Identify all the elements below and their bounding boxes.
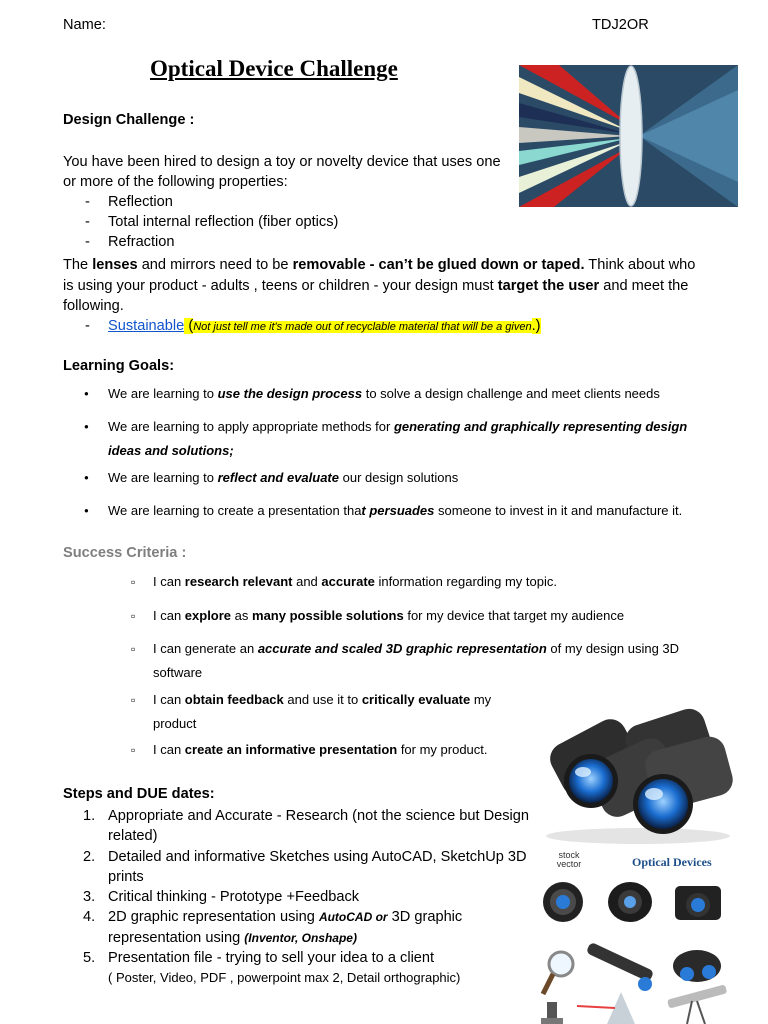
list-item: ● We are learning to use the design process to solve a design challenge and meet clients needs bbox=[63, 382, 718, 406]
list-item: ▫ I can obtain feedback and use it to critically evaluate my product bbox=[131, 688, 523, 736]
learning-goals-heading: Learning Goals: bbox=[63, 358, 175, 374]
lens-refraction-image bbox=[519, 65, 738, 207]
success-criteria-heading: Success Criteria : bbox=[63, 545, 187, 561]
list-item: ▫ I can create an informative presentation for my product. bbox=[131, 738, 553, 762]
list-item: 5. Presentation file - trying to sell your idea to a client ( Poster, Video, PDF , powerpoint max 2, Detail orthographic) bbox=[83, 950, 461, 986]
sustainable-list bbox=[63, 316, 541, 337]
properties-list bbox=[63, 192, 338, 252]
name-label: Name: bbox=[63, 17, 106, 33]
list-item: ● We are learning to reflect and evaluate our design solutions bbox=[63, 466, 718, 490]
list-item: 2. Detailed and informative Sketches using AutoCAD, SketchUp 3D prints bbox=[83, 848, 527, 885]
list-item: 1. Appropriate and Accurate - Research (not the science but Design related) bbox=[83, 808, 530, 845]
list-item: - Total internal reflection (fiber optics) bbox=[63, 212, 338, 232]
list-item: 4. 2D graphic representation using AutoCAD or 3D graphic representation using (Inventor, Onshape) bbox=[83, 909, 463, 946]
list-item: - Reflection bbox=[63, 192, 338, 212]
stock-vector-label: stock vector bbox=[556, 850, 582, 869]
class-code: TDJ2OR bbox=[592, 17, 649, 33]
list-item: - Refraction bbox=[63, 232, 338, 252]
optical-devices-title: Optical Devices bbox=[632, 855, 712, 869]
binoculars-image bbox=[533, 708, 743, 845]
list-item: ▫ I can explore as many possible solutions for my device that target my audience bbox=[131, 604, 713, 628]
design-intro: You have been hired to design a toy or novelty device that uses one or more of the following properties: bbox=[63, 154, 501, 190]
list-item: ● We are learning to create a presentation that persuades someone to invest in it and manufacture it. bbox=[63, 499, 718, 523]
steps-heading: Steps and DUE dates: bbox=[63, 786, 215, 802]
list-item: 3. Critical thinking - Prototype +Feedback bbox=[83, 889, 360, 906]
devices-illustration bbox=[537, 874, 733, 1024]
list-item: ▫ I can generate an accurate and scaled 3D graphic representation of my design using 3D software bbox=[131, 637, 723, 685]
requirements-paragraph: The lenses and mirrors need to be removable - can’t be glued down or taped. Think about who is using your product - adults , teens or children - your design must target the user and meet the following. bbox=[63, 257, 696, 314]
design-challenge-heading: Design Challenge : bbox=[63, 112, 195, 128]
optical-devices-image bbox=[537, 848, 733, 1024]
steps-list bbox=[63, 806, 533, 989]
list-item: ▫ I can research relevant and accurate information regarding my topic. bbox=[131, 570, 713, 594]
list-item: - Sustainable (Not just tell me it's made out of recyclable material that will be a given.) bbox=[63, 316, 541, 337]
page-title: Optical Device Challenge bbox=[150, 56, 398, 81]
sustainable-note: Not just tell me it's made out of recyclable material that will be a given bbox=[193, 321, 532, 333]
list-item: ● We are learning to apply appropriate methods for generating and graphically representing design ideas and solutions; bbox=[63, 415, 718, 463]
sustainable-link[interactable]: Sustainable bbox=[108, 318, 185, 334]
